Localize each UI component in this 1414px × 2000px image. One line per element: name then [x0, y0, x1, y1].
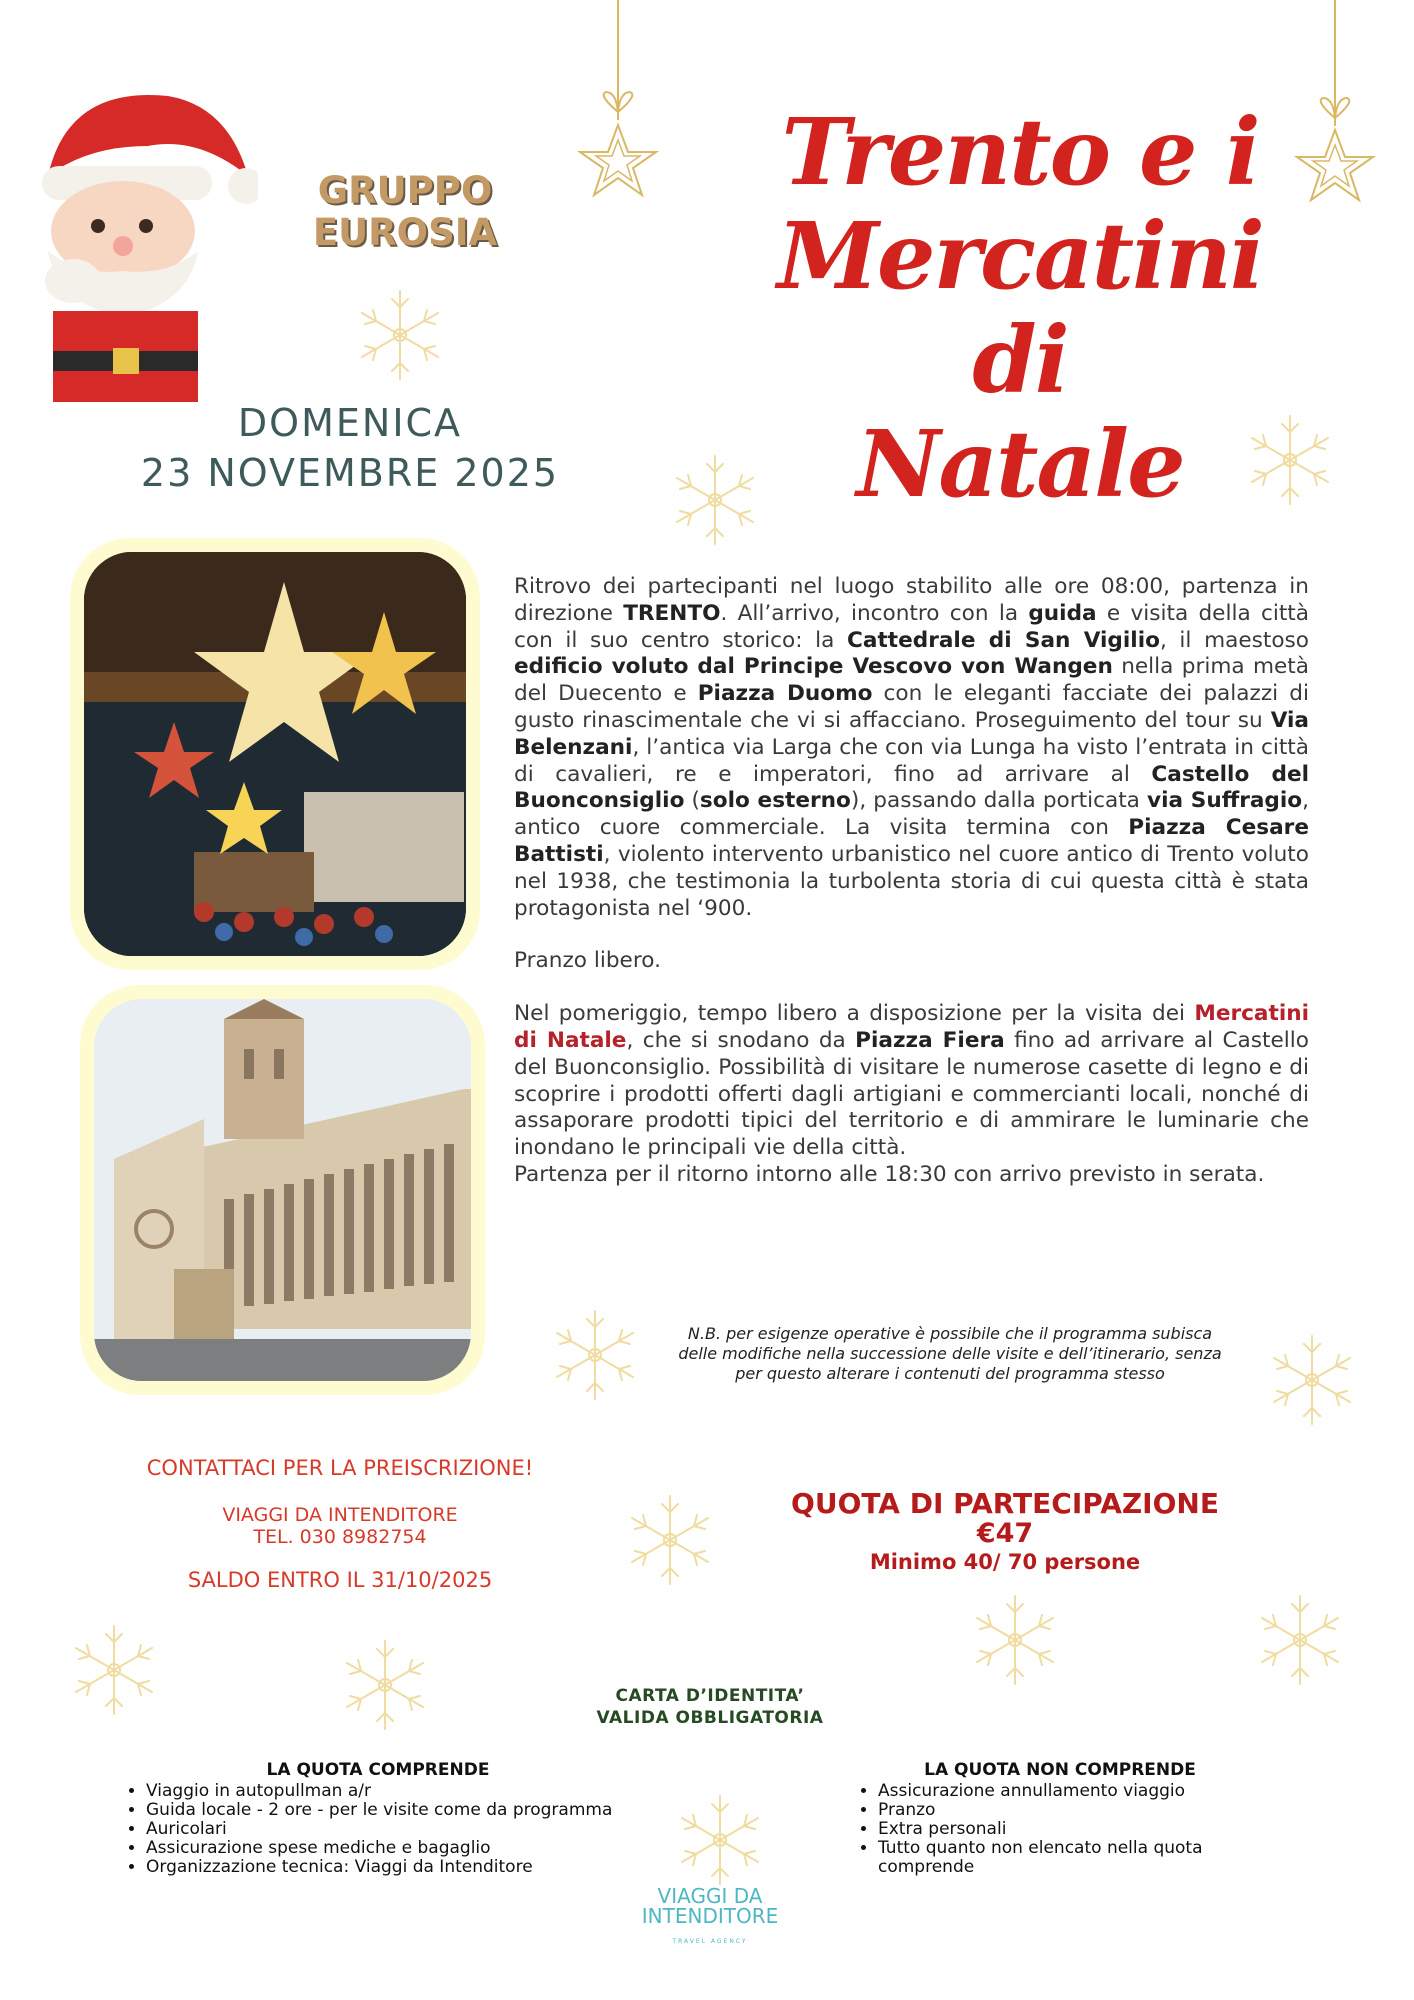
itinerary-text: [514, 574, 1309, 1215]
text-run: , che si snodano da: [626, 1027, 856, 1053]
id-card-line2: VALIDA OBBLIGATORIA: [596, 1708, 824, 1728]
logo-line1: VIAGGI DA: [657, 1884, 763, 1908]
price-label: QUOTA DI PARTECIPAZIONE: [791, 1487, 1219, 1520]
list-item: • Auricolari: [146, 1820, 638, 1839]
included-list: [118, 1782, 638, 1877]
itinerary-afternoon: [514, 1001, 1309, 1162]
agency-phone: TEL. 030 8982754: [253, 1526, 427, 1548]
snowflake-icon: [1250, 1590, 1350, 1690]
list-item: • Extra personali: [878, 1820, 1270, 1839]
snowflake-icon: [64, 1620, 164, 1720]
title-line1: Trento e i: [781, 98, 1259, 206]
not-included-title: LA QUOTA NON COMPRENDE: [924, 1760, 1196, 1780]
bold-text: Castello del Buonconsiglio: [514, 761, 1310, 814]
bold-text: via Suffragio: [1147, 788, 1303, 814]
list-item: • Assicurazione spese mediche e bagaglio: [146, 1839, 638, 1858]
bold-text: Mercatini di Natale: [514, 1001, 1309, 1053]
text-run: , il maestoso: [1159, 627, 1310, 653]
itinerary-return: Partenza per il ritorno intorno alle 18:30 con arrivo previsto in serata.: [514, 1161, 1265, 1187]
text-run: Nel pomeriggio, tempo libero a disposizione per la visita dei: [514, 1001, 1195, 1027]
agency-logo: [620, 1886, 800, 1952]
text-run: con le eleganti facciate dei palazzi di gusto rinascimentale che vi si affacciano. Proseguimento del tour su: [514, 681, 1309, 733]
text-run: Ritrovo dei partecipanti nel luogo stabilito alle ore 08:00, partenza in direzione: [514, 574, 1309, 626]
agency-contact: [110, 1504, 570, 1548]
minimum-participants: Minimo 40/ 70 persone: [869, 1550, 1141, 1574]
title-line2: Mercatini di: [777, 202, 1263, 414]
itinerary-lunch: Pranzo libero.: [514, 948, 661, 974]
included-section: [118, 1760, 638, 1877]
christmas-market-photo: [84, 552, 466, 956]
snowflake-icon: [965, 1590, 1065, 1690]
preregistration-cta: CONTATTACI PER LA PREISCRIZIONE!: [146, 1456, 534, 1480]
text-run: , antico cuore commerciale. La visita termina con: [514, 788, 1309, 841]
santa-icon: [28, 66, 258, 402]
logo-line2: INTENDITORE: [641, 1904, 779, 1928]
text-run: , l’antica via Larga che con via Lunga ha visto l’entrata in città di cavalieri, re e imperatori, fino ad arrivare al: [514, 734, 1309, 787]
itinerary-morning: [514, 574, 1309, 922]
not-included-section: [850, 1760, 1270, 1877]
price-box: [760, 1488, 1250, 1576]
text-run: , violento intervento urbanistico nel cuore antico di Trento voluto nel 1938, che testimonia la turbolenta storia di cui questa città è stata protagonista nel ‘900.: [514, 841, 1309, 921]
payment-deadline: SALDO ENTRO IL 31/10/2025: [187, 1568, 493, 1592]
not-included-list: [850, 1782, 1270, 1877]
text-run: ), passando dalla porticata: [850, 788, 1147, 814]
snowflake-icon: [670, 1790, 770, 1890]
price-value: €47: [976, 1518, 1034, 1549]
text-run: fino ad arrivare al Castello del Buonconsiglio. Possibilità di visitare le numerose casette di legno e di scoprire i prodotti offerti dagli artigiani e commercianti locali, nonché di assaporare prodotti tipici del territorio e di ammirare le luminarie che inondano le principali vie della città.: [514, 1027, 1310, 1161]
list-item: • Pranzo: [878, 1801, 1270, 1820]
list-item: • Guida locale - 2 ore - per le visite come da programma: [146, 1801, 638, 1820]
group-name-line2: EUROSIA: [312, 211, 498, 254]
bold-text: TRENTO: [623, 600, 721, 626]
list-item: • Assicurazione annullamento viaggio: [878, 1782, 1270, 1801]
bold-text: Piazza Duomo: [697, 681, 873, 707]
bold-text: Piazza Cesare Battisti: [514, 815, 1309, 867]
list-item: • Organizzazione tecnica: Viaggi da Intenditore: [146, 1858, 638, 1877]
bold-text: edificio voluto dal Principe Vescovo von Wangen: [514, 654, 1113, 680]
list-item: • Tutto quanto non elencato nella quota comprende: [878, 1839, 1270, 1877]
market-photo-frame: [70, 538, 480, 970]
snowflake-icon: [350, 285, 450, 385]
bold-text: Cattedrale di San Vigilio: [847, 627, 1160, 653]
group-name-line1: GRUPPO: [317, 169, 493, 212]
logo-tagline: TRAVEL AGENCY: [672, 1938, 748, 1945]
list-item: • Viaggio in autopullman a/r: [146, 1782, 638, 1801]
date-full: 23 NOVEMBRE 2025: [140, 451, 560, 495]
text-run: e visita della città con il suo centro storico: la: [514, 600, 1309, 653]
id-card-notice: [560, 1685, 860, 1729]
bold-text: guida: [1028, 600, 1097, 626]
snowflake-icon: [620, 1490, 720, 1590]
event-date: [100, 398, 600, 498]
bold-text: Via Belenzani: [514, 707, 1309, 760]
snowflake-icon: [545, 1305, 645, 1405]
bold-text: Piazza Fiera: [855, 1027, 1005, 1053]
bold-text: solo esterno: [699, 788, 851, 814]
included-title: LA QUOTA COMPRENDE: [266, 1760, 490, 1780]
id-card-line1: CARTA D’IDENTITA’: [615, 1686, 805, 1706]
program-note: N.B. per esigenze operative è possibile che il programma subisca delle modifiche nella successione delle visite e dell’itinerario, senza per questo alterare i contenuti del programma stesso: [678, 1324, 1222, 1383]
snowflake-icon: [335, 1635, 435, 1735]
date-weekday: DOMENICA: [237, 401, 463, 445]
cathedral-san-vigilio-photo: [94, 999, 471, 1381]
text-run: . All’arrivo, incontro con la: [720, 600, 1029, 626]
cathedral-photo-frame: [80, 985, 485, 1395]
hanging-star-icon: [568, 0, 668, 230]
text-run: nella prima metà del Duecento e: [514, 654, 1309, 707]
group-name: [270, 170, 540, 254]
title-line3: Natale: [856, 410, 1184, 518]
text-run: (: [684, 788, 700, 814]
page-title: [720, 100, 1320, 516]
agency-name: VIAGGI DA INTENDITORE: [222, 1504, 458, 1526]
snowflake-icon: [1262, 1330, 1362, 1430]
